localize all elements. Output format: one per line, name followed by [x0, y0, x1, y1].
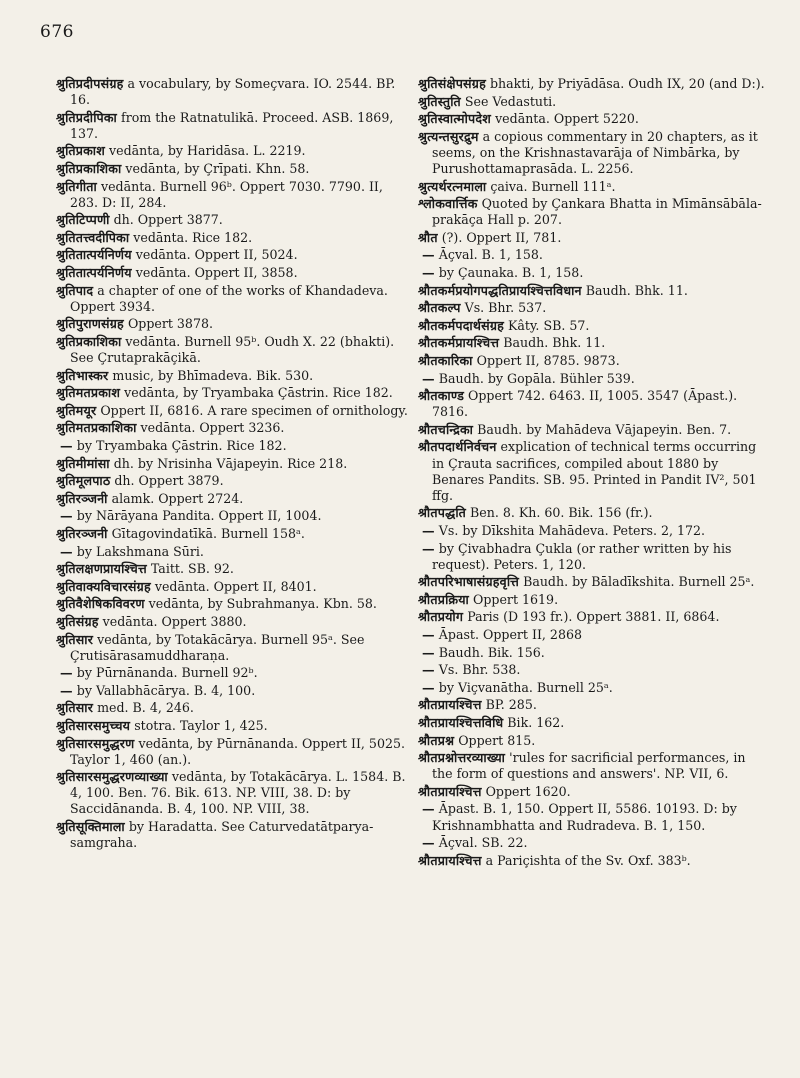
dictionary-entry — [56, 596, 408, 612]
entry-text: by Lakshmana Sūri. — [76, 543, 204, 559]
dictionary-entry — [56, 438, 408, 454]
entry-headword: — — [60, 682, 73, 698]
entry-text: by Pūrnānanda. Burnell 92ᵇ. — [76, 665, 258, 681]
dictionary-entry — [56, 736, 408, 768]
dictionary-entry — [418, 715, 770, 731]
dictionary-entry — [418, 680, 770, 696]
dictionary-entry — [56, 385, 408, 401]
entry-headword: श्रौतकल्प — [418, 300, 461, 316]
entry-headword: — — [422, 662, 435, 678]
entry-headword: — — [422, 247, 435, 263]
entry-text: Oppert 815. — [458, 732, 536, 748]
entry-text: med. B. 4, 246. — [97, 700, 194, 716]
dictionary-entry — [56, 632, 408, 664]
entry-headword: श्रुत्यन्तसुरद्रुम — [418, 128, 479, 144]
right-column — [418, 76, 770, 870]
entry-headword: श्रौतप्रश्न — [418, 732, 455, 748]
entry-headword: — — [422, 679, 435, 695]
entry-headword: श्रुतिमतप्रकाश — [56, 385, 121, 401]
entry-text: vedānta, by Tryambaka Çāstrin. Rice 182. — [124, 385, 393, 401]
entry-text: a vocabulary, by Someçvara. IO. 2544. BP. 16. — [70, 76, 396, 108]
entry-text: by Çaunaka. B. 1, 158. — [438, 265, 584, 281]
entry-headword: श्रुतिलक्षणप्रायश्चित्त — [56, 561, 147, 577]
entry-text: Baudh. Bik. 156. — [438, 644, 545, 660]
entry-headword: श्रुतिसारसमुच्चय — [56, 717, 131, 733]
entry-text: vedānta. Rice 182. — [133, 229, 253, 245]
dictionary-entry — [418, 801, 770, 833]
dictionary-entry — [56, 403, 408, 419]
dictionary-entry — [56, 579, 408, 595]
entry-text: alamk. Oppert 2724. — [111, 490, 244, 506]
entry-headword: श्रौतपद्धति — [418, 505, 467, 521]
entry-headword: श्रुतिगीता — [56, 178, 97, 194]
dictionary-entry — [418, 300, 770, 316]
entry-headword: श्रौतप्रायश्चित्तविधि — [418, 714, 504, 730]
entry-headword: — — [422, 522, 435, 538]
entry-headword: श्रुतिमतप्रकाशिका — [56, 420, 137, 436]
entry-headword: श्रुतिपाद — [56, 282, 94, 298]
dictionary-entry — [418, 129, 770, 177]
entry-headword: श्रौत — [418, 229, 438, 245]
entry-text: explication of technical terms occurring in Çrauta sacrifices, compiled about 1880 by Benares Pandits. SB. 95. Printed in Pandit IV², 501 ffg. — [432, 439, 757, 503]
entry-text: Ben. 8. Kh. 60. Bik. 156 (fr.). — [470, 505, 653, 521]
dictionary-entry — [418, 541, 770, 573]
dictionary-entry — [418, 750, 770, 782]
dictionary-entry — [56, 561, 408, 577]
dictionary-entry — [418, 94, 770, 110]
entry-text: by Çivabhadra Çukla (or rather written by his request). Peters. 1, 120. — [432, 540, 732, 572]
dictionary-entry — [418, 318, 770, 334]
entry-headword: श्रुतिसारसमुद्धरण — [56, 735, 135, 751]
entry-text: from the Ratnatulikā. Proceed. ASB. 1869, 137. — [70, 109, 394, 141]
entry-text: by Viçvanātha. Burnell 25ᵃ. — [438, 679, 613, 695]
entry-text: Oppert 742. 6463. II, 1005. 3547 (Āpast.). 7816. — [432, 388, 738, 420]
entry-headword: — — [422, 801, 435, 817]
entry-headword: श्रुतिप्रकाश — [56, 143, 106, 159]
dictionary-entry — [418, 388, 770, 420]
entry-text: Oppert 3878. — [127, 316, 213, 332]
dictionary-entry — [418, 335, 770, 351]
entry-headword: श्रुतिसारसमुद्धरणव्याख्या — [56, 769, 168, 785]
dictionary-entry — [418, 439, 770, 503]
entry-text: 'rules for sacrificial performances, in the form of questions and answers'. NP. VII, 6. — [432, 750, 746, 782]
entry-headword: श्रौतकर्मप्रायश्चित्त — [418, 335, 500, 351]
dictionary-entry — [56, 283, 408, 315]
entry-headword: — — [422, 540, 435, 556]
dictionary-entry — [418, 662, 770, 678]
dictionary-entry — [56, 110, 408, 142]
entry-text: vedānta. Oppert 5220. — [495, 111, 639, 127]
entry-headword: श्रौतप्रयोग — [418, 609, 464, 625]
dictionary-entry — [418, 111, 770, 127]
entry-headword: श्लोकवार्त्तिक — [418, 196, 478, 212]
entry-headword: श्रौतप्रायश्चित्त — [418, 852, 482, 868]
entry-headword: श्रौतचन्द्रिका — [418, 421, 474, 437]
entry-text: (?). Oppert II, 781. — [441, 229, 562, 245]
entry-text: dh. Oppert 3877. — [113, 212, 223, 228]
dictionary-entry — [56, 819, 408, 851]
entry-text: Oppert 1620. — [485, 783, 571, 799]
entry-headword: — — [60, 543, 73, 559]
dictionary-entry — [418, 609, 770, 625]
dictionary-entry — [56, 143, 408, 159]
dictionary-entry — [56, 508, 408, 524]
entry-text: Baudh. by Gopāla. Bühler 539. — [438, 370, 635, 386]
entry-headword: श्रुतिवाक्यविचारसंग्रह — [56, 578, 151, 594]
dictionary-entry — [418, 523, 770, 539]
entry-text: Baudh. Bhk. 11. — [585, 282, 688, 298]
dictionary-entry — [56, 76, 408, 108]
dictionary-entry — [56, 769, 408, 817]
entry-text: Baudh. by Mahādeva Vājapeyin. Ben. 7. — [477, 421, 732, 437]
entry-text: a Pariçishta of the Sv. Oxf. 383ᵇ. — [485, 852, 691, 868]
entry-text: Gītagovindatīkā. Burnell 158ᵃ. — [111, 525, 305, 541]
entry-text: vedānta. Burnell 95ᵇ. Oudh X. 22 (bhakti). See Çrutaprakāçikā. — [70, 333, 395, 365]
entry-headword: श्रुत्यर्थरत्नमाला — [418, 178, 487, 194]
entry-headword: श्रौतप्रायश्चित्त — [418, 783, 482, 799]
dictionary-entry — [418, 697, 770, 713]
entry-text: vedānta. Burnell 96ᵇ. Oppert 7030. 7790. II, 283. D: II, 284. — [70, 178, 383, 210]
entry-headword: — — [422, 835, 435, 851]
entry-headword: श्रौतपरिभाषासंग्रहवृत्ति — [418, 574, 520, 590]
entry-headword: श्रुतिवैशेषिकविवरण — [56, 596, 145, 612]
entry-headword: श्रौतकर्मपदार्थसंग्रह — [418, 317, 505, 333]
entry-text: a chapter of one of the works of Khandadeva. Oppert 3934. — [70, 282, 388, 314]
entry-headword: श्रौतकाण्ड — [418, 388, 465, 404]
entry-headword: — — [422, 644, 435, 660]
entry-headword: श्रुतिसार — [56, 700, 94, 716]
entry-headword: श्रुतितात्पर्यनिर्णय — [56, 265, 132, 281]
dictionary-entry — [418, 505, 770, 521]
entry-headword: श्रौतप्रायश्चित्त — [418, 697, 482, 713]
entry-headword: श्रुतिस्तुति — [418, 93, 461, 109]
dictionary-entry — [56, 683, 408, 699]
entry-text: BP. 285. — [485, 697, 537, 713]
dictionary-entry — [418, 76, 770, 92]
dictionary-entry — [418, 733, 770, 749]
dictionary-entry — [418, 422, 770, 438]
entry-text: vedānta. Oppert 3236. — [140, 420, 285, 436]
entry-text: a copious commentary in 20 chapters, as it seems, on the Krishnastavarāja of Nimbārka, by Purushottamaprasāda. L. 2256. — [432, 128, 758, 176]
entry-headword: — — [422, 370, 435, 386]
entry-headword: श्रुतितात्पर्यनिर्णय — [56, 247, 132, 263]
entry-text: vedānta, by Pūrnānanda. Oppert II, 5025. Taylor 1, 460 (an.). — [70, 735, 405, 767]
entry-text: Kâty. SB. 57. — [508, 317, 590, 333]
entry-text: vedānta. Oppert II, 3858. — [135, 265, 298, 281]
dictionary-entry — [418, 627, 770, 643]
entry-text: Oppert 1619. — [473, 591, 559, 607]
dictionary-entry — [56, 526, 408, 542]
entry-text: by Nārāyana Pandita. Oppert II, 1004. — [76, 508, 322, 524]
entry-text: vedānta. Oppert II, 8401. — [154, 578, 317, 594]
entry-headword: श्रुतिमीमांसा — [56, 455, 110, 471]
entry-headword: श्रुतिरञ्जनी — [56, 525, 108, 541]
entry-text: Paris (D 193 fr.). Oppert 3881. II, 6864. — [467, 609, 720, 625]
dictionary-entry — [56, 316, 408, 332]
entry-text: by Vallabhācārya. B. 4, 100. — [76, 682, 256, 698]
entry-text: dh. Oppert 3879. — [114, 473, 224, 489]
entry-headword: श्रुतिभास्कर — [56, 367, 109, 383]
entry-text: Oppert II, 6816. A rare specimen of ornithology. — [100, 402, 408, 418]
entry-headword: श्रुतिप्रकाशिका — [56, 160, 122, 176]
entry-headword: श्रुतिटिप्पणी — [56, 212, 110, 228]
entry-headword: — — [60, 508, 73, 524]
entry-text: vedānta, by Totakācārya. Burnell 95ᵃ. See Çrutisārasamuddharaṇa. — [70, 631, 365, 663]
dictionary-entry — [56, 614, 408, 630]
entry-text: Vs. Bhr. 537. — [464, 300, 547, 316]
entry-text: dh. by Nrisinha Vājapeyin. Rice 218. — [113, 455, 348, 471]
dictionary-entry — [56, 212, 408, 228]
entry-headword: श्रुतितत्त्वदीपिका — [56, 229, 130, 245]
entry-text: vedānta, by Subrahmanya. Kbn. 58. — [148, 596, 377, 612]
entry-text: vedānta, by Çrīpati. Khn. 58. — [125, 160, 310, 176]
dictionary-entry — [418, 645, 770, 661]
entry-headword: श्रौतकर्मप्रयोगपद्धतिप्रायश्चित्तविधान — [418, 282, 582, 298]
dictionary-entry — [418, 371, 770, 387]
entry-text: vedānta. Oppert 3880. — [102, 613, 247, 629]
dictionary-entry — [418, 853, 770, 869]
entry-headword: श्रौतप्रक्रिया — [418, 591, 470, 607]
dictionary-entry — [56, 265, 408, 281]
dictionary-entry — [56, 247, 408, 263]
entry-headword: श्रुतिमूलपाठ — [56, 473, 111, 489]
dictionary-entry — [56, 420, 408, 436]
entry-text: vedānta. Oppert II, 5024. — [135, 247, 298, 263]
entry-headword: श्रुतिसंग्रह — [56, 613, 99, 629]
entry-text: Bik. 162. — [507, 714, 565, 730]
dictionary-entry — [56, 665, 408, 681]
entry-headword: — — [60, 437, 73, 453]
dictionary-entry — [56, 368, 408, 384]
entry-headword: श्रौतप्रश्नोत्तरव्याख्या — [418, 750, 506, 766]
dictionary-entry — [56, 473, 408, 489]
entry-headword: श्रौतकारिका — [418, 353, 473, 368]
dictionary-entry — [418, 247, 770, 263]
dictionary-entry — [56, 334, 408, 366]
dictionary-entry — [418, 592, 770, 608]
entry-text: by Tryambaka Çāstrin. Rice 182. — [76, 437, 287, 453]
left-column — [56, 76, 408, 853]
entry-text: Quoted by Çankara Bhatta in Mīmānsābāla-prakāça Hall p. 207. — [432, 196, 762, 228]
dictionary-entry — [56, 544, 408, 560]
entry-headword: — — [422, 265, 435, 281]
dictionary-entry — [56, 161, 408, 177]
entry-headword: श्रौतपदार्थनिर्वचन — [418, 439, 497, 455]
entry-headword: श्रुतिप्रदीपसंग्रह — [56, 76, 124, 91]
dictionary-entry — [418, 835, 770, 851]
entry-text: bhakti, by Priyādāsa. Oudh IX, 20 (and D:). — [489, 76, 765, 91]
entry-text: Āçval. SB. 22. — [438, 835, 528, 851]
entry-headword: श्रुतिप्रकाशिका — [56, 333, 122, 349]
entry-headword: — — [422, 627, 435, 642]
entry-headword: श्रुतिसूक्तिमाला — [56, 819, 125, 835]
entry-headword: श्रुतिस्वात्मोपदेश — [418, 111, 492, 127]
entry-text: by Haradatta. See Caturvedatātparya-samgraha. — [70, 819, 374, 851]
entry-text: stotra. Taylor 1, 425. — [134, 717, 268, 733]
dictionary-entry — [418, 230, 770, 246]
dictionary-entry — [418, 283, 770, 299]
page-number: 676 — [40, 22, 74, 42]
dictionary-entry — [418, 196, 770, 228]
entry-headword: श्रुतिसार — [56, 631, 94, 647]
entry-headword: श्रुतिमयूर — [56, 402, 97, 418]
entry-text: Taitt. SB. 92. — [150, 561, 234, 577]
dictionary-entry — [56, 700, 408, 716]
entry-headword: श्रुतिप्रदीपिका — [56, 109, 118, 125]
dictionary-entry — [56, 718, 408, 734]
entry-headword: श्रुतिपुराणसंग्रह — [56, 316, 124, 332]
dictionary-entry — [418, 353, 770, 369]
dictionary-entry — [418, 179, 770, 195]
dictionary-entry — [418, 265, 770, 281]
dictionary-entry — [56, 230, 408, 246]
entry-text: çaiva. Burnell 111ᵃ. — [490, 178, 616, 194]
entry-text: Vs. Bhr. 538. — [438, 662, 521, 678]
dictionary-entry — [56, 491, 408, 507]
entry-headword: — — [60, 665, 73, 681]
entry-text: Āpast. Oppert II, 2868 — [438, 627, 582, 642]
entry-text: Vs. by Dīkshita Mahādeva. Peters. 2, 172. — [438, 522, 706, 538]
dictionary-entry — [418, 574, 770, 590]
entry-headword: श्रुतिसंक्षेपसंग्रह — [418, 76, 486, 91]
entry-headword: श्रुतिरञ्जनी — [56, 490, 108, 506]
dictionary-entry — [56, 456, 408, 472]
entry-text: music, by Bhīmadeva. Bik. 530. — [112, 367, 314, 383]
entry-text: Baudh. Bhk. 11. — [503, 335, 606, 351]
entry-text: Baudh. by Bāladīkshita. Burnell 25ᵃ. — [523, 574, 755, 590]
entry-text: Oppert II, 8785. 9873. — [476, 353, 620, 368]
entry-text: Āpast. B. 1, 150. Oppert II, 5586. 10193. D: by Krishnambhatta and Rudradeva. B. 1, 150. — [432, 801, 737, 833]
entry-text: vedānta, by Haridāsa. L. 2219. — [109, 143, 306, 159]
entry-text: Āçval. B. 1, 158. — [438, 247, 543, 263]
entry-text: vedānta, by Totakācārya. L. 1584. B. 4, 100. Ben. 76. Bik. 613. NP. VIII, 38. D: by Saccidānanda. B. 4, 100. NP. VIII, 38. — [70, 769, 406, 817]
dictionary-entry — [56, 179, 408, 211]
dictionary-entry — [418, 784, 770, 800]
entry-text: See Vedastuti. — [464, 93, 557, 109]
